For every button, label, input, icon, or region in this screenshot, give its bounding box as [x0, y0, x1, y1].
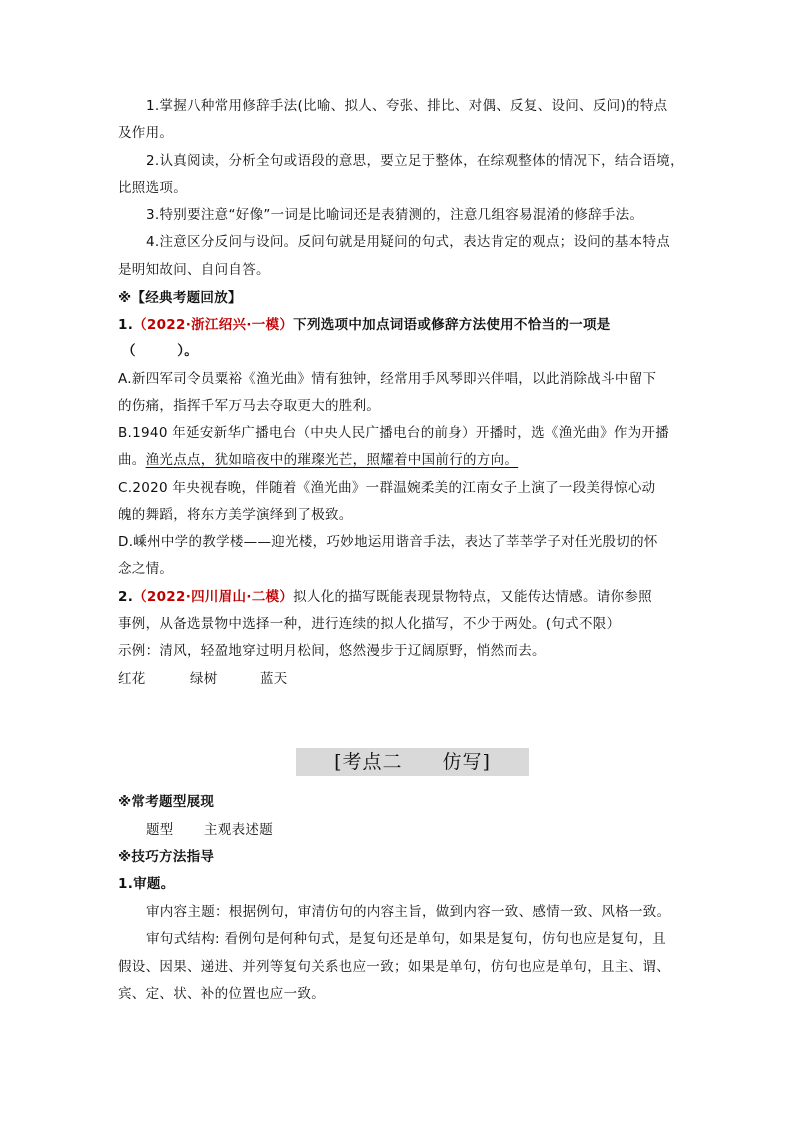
question-2-line-2: 事例，从备选景物中选择一种，进行连续的拟人化描写，不少于两处。(句式不限） — [118, 616, 621, 632]
option-b-line-2 — [118, 450, 518, 470]
section-banner — [296, 748, 529, 776]
tip-3: 3.特别要注意“好像”一词是比喻词还是表猜测的，注意几组容易混淆的修辞手法。 — [146, 207, 644, 223]
tip-2-line-1: 2.认真阅读，分析全句或语段的意思，要立足于整体，在综观整体的情况下，结合语境， — [146, 153, 684, 169]
tip-1-line-1: 1.掌握八种常用修辞手法(比喻、拟人、夸张、排比、对偶、反复、设问、反问)的特点 — [146, 98, 668, 114]
option-b-underlined: 渔光点点，犹如暗夜中的璀璨光芒，照耀着中国前行的方向。 — [145, 452, 519, 468]
question-2-stem: 拟人化的描写既能表现景物特点，又能传达情感。请你参照 — [293, 589, 652, 605]
audit-paragraph-2-line-2: 假设、因果、递进、并列等复句关系也应一致；如果是单句，仿句也应是单句，且主、谓、 — [118, 959, 670, 975]
audit-paragraph-2-line-1: 审句式结构: 看例句是何种句式，是复句还是单句，如果是复句，仿句也应是复句，且 — [146, 931, 667, 947]
option-b-prefix: 曲。 — [118, 452, 146, 468]
section-classic-heading: ※【经典考题回放】 — [118, 290, 242, 306]
tip-4-line-1: 4.注意区分反问与设问。反问句就是用疑问的句式，表达肯定的观点；设问的基本特点 — [146, 234, 671, 250]
tip-1-line-2: 及作用。 — [118, 125, 174, 141]
option-c-line-1: C.2020 年央视春晚，伴随着《渔光曲》一群温婉柔美的江南女子上演了一段美得惊心动 — [118, 480, 656, 496]
section-type-heading: ※常考题型展现 — [118, 794, 215, 810]
option-b-line-1: B.1940 年延安新华广播电台（中央人民广播电台的前身）开播时，选《渔光曲》作为开播 — [118, 425, 670, 441]
question-2-option-2: 绿树 — [190, 671, 218, 687]
option-a-line-2: 的伤痛，指挥千军万马去夺取更大的胜利。 — [118, 398, 381, 414]
banner-left: [考点二 — [334, 751, 403, 773]
audit-paragraph-1: 审内容主题：根据例句，审清仿句的内容主旨，做到内容一致、感情一致、风格一致。 — [146, 904, 671, 920]
question-2-number: 2. — [118, 589, 134, 605]
question-2-option-3: 蓝天 — [260, 671, 288, 687]
tip-4-line-2: 是明知故问、自问自答。 — [118, 262, 270, 278]
type-label: 题型 — [146, 822, 174, 838]
question-2-line-1 — [118, 587, 652, 607]
audit-heading: 1.审题。 — [118, 876, 175, 892]
audit-paragraph-2-line-3: 宾、定、状、补的位置也应一致。 — [118, 986, 325, 1002]
question-1-number: 1. — [118, 317, 134, 333]
question-1-line-1 — [118, 315, 611, 335]
type-value: 主观表述题 — [204, 822, 273, 838]
banner-right: 仿写] — [442, 751, 491, 773]
option-c-line-2: 魄的舞蹈，将东方美学演绎到了极致。 — [118, 507, 353, 523]
question-2-option-1: 红花 — [118, 671, 146, 687]
question-1-answer-paren: （ ）。 — [122, 343, 199, 359]
section-skill-heading: ※技巧方法指导 — [118, 849, 215, 865]
tip-2-line-2: 比照选项。 — [118, 180, 187, 196]
question-1-source: （2022·浙江绍兴·一模） — [133, 317, 294, 333]
question-2-example: 示例：清风，轻盈地穿过明月松间，悠然漫步于辽阔原野，悄然而去。 — [118, 643, 546, 659]
option-a-line-1: A.新四军司令员粟裕《渔光曲》情有独钟，经常用手风琴即兴伴唱，以此消除战斗中留下 — [118, 371, 657, 387]
option-d-line-2: 念之情。 — [118, 561, 174, 577]
option-d-line-1: D.嵊州中学的教学楼——迎光楼，巧妙地运用谐音手法，表达了莘莘学子对任光殷切的怀 — [118, 534, 658, 550]
question-1-stem: 下列选项中加点词语或修辞方法使用不恰当的一项是 — [293, 317, 611, 333]
question-2-source: （2022·四川眉山·二模） — [133, 589, 294, 605]
